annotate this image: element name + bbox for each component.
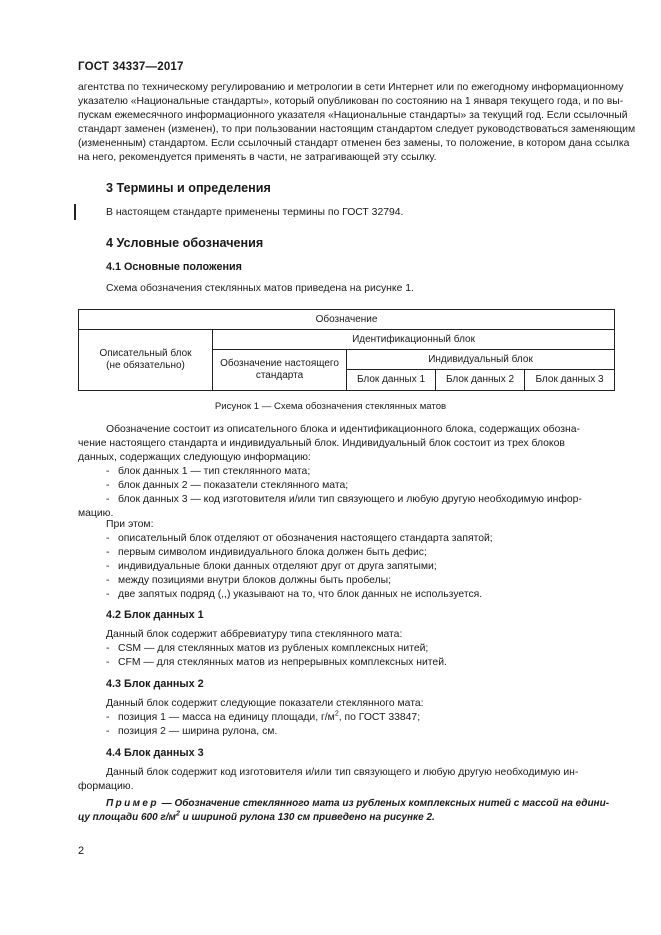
description-line: чение настоящего стандарта и индивидуальный блок. Индивидуальный блок состоит из трех блоков xyxy=(78,438,565,449)
list-item: - CSM — для стеклянных матов из рубленых комплексных нитей; xyxy=(106,643,429,654)
example-text: и шириной рулона 130 см приведено на рисунке 2. xyxy=(179,812,435,823)
description-paragraph xyxy=(78,423,614,465)
subsection-4-3-text: Данный блок содержит следующие показатели стеклянного мата: xyxy=(106,698,424,709)
example-note xyxy=(78,797,614,825)
intro-paragraph xyxy=(78,81,636,165)
example-line xyxy=(78,811,614,825)
list-item: - позиция 1 — масса на единицу площади, $г/м^2$, по ГОСТ 33847; xyxy=(106,710,421,723)
list-item: - позиция 2 — ширина рулона, см. xyxy=(106,726,278,737)
designation-scheme-table xyxy=(78,309,615,391)
list-item-text: блок данных 1 — тип стеклянного мата; xyxy=(118,466,311,477)
list-item-text: , по ГОСТ 33847; xyxy=(338,712,421,723)
subsection-4-1-text: Схема обозначения стеклянных матов приведена на рисунке 1. xyxy=(106,283,414,294)
subsection-4-4-title: 4.4 Блок данных 3 xyxy=(106,747,204,759)
scheme-descriptive-block-label: Описательный блок xyxy=(99,348,192,359)
example-text: Обозначение стеклянного мата из рубленых комплексных нитей с массой на едини- xyxy=(174,798,610,809)
description-line: данных, содержащих следующую информацию: xyxy=(78,452,311,463)
section-4-title: 4 Условные обозначения xyxy=(106,236,264,250)
document-code-header: ГОСТ 34337—2017 xyxy=(78,61,184,73)
subsection-4-1-title: 4.1 Основные положения xyxy=(106,261,242,273)
figure-1-caption: Рисунок 1 — Схема обозначения стеклянных матов xyxy=(214,401,447,412)
scheme-standard-designation-line: Обозначение настоящего xyxy=(220,358,339,369)
scheme-data-block-2-cell: Блок данных 2 xyxy=(436,370,525,391)
intro-line: агентства по техническому регулированию и метрологии в сети Интернет или по ежегодному информационному xyxy=(78,82,624,93)
intro-line: указателю «Национальные стандарты», который опубликован по состоянию на 1 января текущего года, и по вы- xyxy=(78,96,624,107)
while-label: При этом: xyxy=(106,519,154,530)
scheme-standard-designation-line: стандарта xyxy=(255,370,304,381)
list-item: - первым символом индивидуального блока должен быть дефис; xyxy=(106,547,427,558)
scheme-data-block-3-cell: Блок данных 3 xyxy=(525,370,615,391)
list-item: - описательный блок отделяют от обозначения настоящего стандарта запятой; xyxy=(106,533,493,544)
list-item-text: индивидуальные блоки данных отделяют друг от друга запятыми; xyxy=(118,561,437,572)
list-item-text: CSM — для стеклянных матов из рубленых комплексных нитей; xyxy=(118,643,429,654)
section-3-title: 3 Термины и определения xyxy=(106,181,271,195)
scheme-individual-block-cell: Индивидуальный блок xyxy=(347,350,615,370)
list-item: - блок данных 3 — код изготовителя и/или тип связующего и любую другую необходимую инфор- xyxy=(106,494,582,505)
scheme-standard-designation-cell xyxy=(213,350,347,391)
list-item-continuation: мацию. xyxy=(78,508,114,519)
scheme-identification-block-cell: Идентификационный блок xyxy=(213,330,615,350)
list-item: - блок данных 2 — показатели стеклянного мата; xyxy=(106,480,349,491)
list-item: - индивидуальные блоки данных отделяют друг от друга запятыми; xyxy=(106,561,437,572)
list-item: - блок данных 1 — тип стеклянного мата; xyxy=(106,466,311,477)
example-dash: — xyxy=(161,798,172,809)
section-3-text: В настоящем стандарте применены термины по ГОСТ 32794. xyxy=(106,207,404,218)
list-item: - две запятых подряд (,,) указывают на то, что блок данных не используется. xyxy=(106,589,483,600)
list-item-text: CFM — для стеклянных матов из непрерывных комплексных нитей. xyxy=(118,657,447,668)
list-item: - CFM — для стеклянных матов из непрерывных комплексных нитей. xyxy=(106,657,447,668)
list-item-text: первым символом индивидуального блока должен быть дефис; xyxy=(118,547,427,558)
superscript: 2 xyxy=(175,810,180,818)
list-item: - между позициями внутри блоков должны быть пробелы; xyxy=(106,575,392,586)
intro-line: пускам ежемесячного информационного указателя «Национальные стандарты» за текущий год. Если ссылочный xyxy=(78,110,628,121)
scheme-designation-cell: Обозначение xyxy=(79,310,615,330)
scheme-data-block-1-cell: Блок данных 1 xyxy=(347,370,436,391)
scheme-descriptive-block-cell xyxy=(79,330,213,391)
list-item-text: позиция 2 — ширина рулона, см. xyxy=(118,726,278,737)
subsection-4-4-text-continuation: формацию. xyxy=(78,781,134,792)
list-item-text: блок данных 3 — код изготовителя и/или тип связующего и любую другую необходимую инфор- xyxy=(118,494,582,505)
description-line: Обозначение состоит из описательного блока и идентификационного блока, содержащих обозна- xyxy=(106,424,581,435)
subsection-4-2-title: 4.2 Блок данных 1 xyxy=(106,609,204,621)
example-text: цу площади 600 г/м xyxy=(78,812,176,823)
subsection-4-4-text: Данный блок содержит код изготовителя и/или тип связующего и любую другую необходимую ин- xyxy=(106,767,579,778)
superscript: 2 xyxy=(334,710,339,718)
intro-line: (измененным) стандартом. Если ссылочный стандарт отменен без замены, то положение, в котором дана ссылка xyxy=(78,138,630,149)
list-item-text: блок данных 2 — показатели стеклянного мата; xyxy=(118,480,349,491)
scheme-descriptive-block-note: (не обязательно) xyxy=(106,360,185,371)
list-item-text: позиция 1 — масса на единицу площади, г/м xyxy=(118,712,335,723)
intro-line: стандарт заменен (изменен), то при пользовании настоящим стандартом следует руководствоваться заменяющим xyxy=(78,124,636,135)
list-item-text: описательный блок отделяют от обозначения настоящего стандарта запятой; xyxy=(118,533,493,544)
subsection-4-2-text: Данный блок содержит аббревиатуру типа стеклянного мата: xyxy=(106,629,403,640)
page-number: 2 xyxy=(78,845,85,857)
example-line xyxy=(78,797,614,811)
subsection-4-3-title: 4.3 Блок данных 2 xyxy=(106,678,204,690)
example-label: Пример xyxy=(106,798,159,809)
intro-line: на него, рекомендуется применять в части, не затрагивающей эту ссылку. xyxy=(78,152,437,163)
list-item-text: между позициями внутри блоков должны быть пробелы; xyxy=(118,575,392,586)
list-item-text: две запятых подряд (,,) указывают на то, что блок данных не используется. xyxy=(118,589,483,600)
change-marker-bar xyxy=(74,204,76,220)
